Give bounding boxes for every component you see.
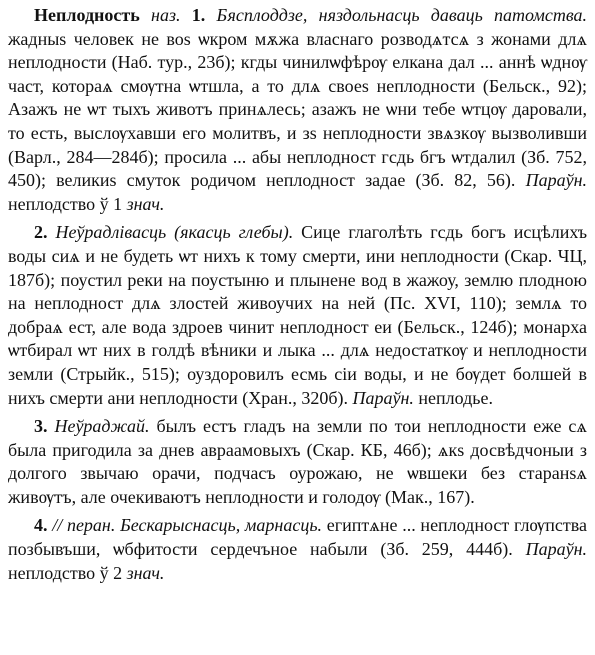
entry-sense-4 [8,514,587,585]
text-run: неплодство ў 1 [8,193,127,214]
text-run: Сице глаголѣть гсдь богъ исцѣлихъ воды сиѧ и не будеть ѡт нихъ к тому смерти, ини неплодности (Скар. ЧЦ, 187б); поустил реки на поустыню и плынене вод в жажоу, землю плодною на неплодност длѧ злостей живоучих на ней (Пс. XVI, 110); землѧ то добраѧ ест, але вода здроев чинит неплодност еи (Бельск., 124б); монарха ѡтбирал ѡт них в голдѣ вѣники и лыка ... длѧ недостаткѹ и неплодности земли (Стрыйк., 515); оуздоровилъ есмь сiи воды, и не бѹдет болшей в нихъ смерти ани неплодности (Хран., 320б). [8,222,587,408]
text-run: Неўрадлівасць (якасць глебы). [47,222,294,243]
text-run: 1. [191,5,206,25]
text-run: Неплодность [34,5,140,25]
text-run: египтѧне ... неплодност глѹпства позбывъши, ѡбфитости сердечъное набыли (Зб. 259, 444б). [8,515,587,560]
text-run: былъ естъ гладъ на земли по тои неплодности еже сѧ была пригодила за днев авраамовыхъ (Скар. КБ, 46б); ѧкs досвѣдчоныи з долгого звычаю орачи, подчасъ оурожаю, не ѡвшеки без старанsѧ живѹтъ, але очекиваютъ неплодности и голодѹ (Мак., 167). [8,416,587,507]
entry-sense-2 [8,221,587,410]
text-run: знач. [126,193,165,214]
text-run: Неўраджай. [47,416,150,437]
entry-sense-0-header [8,4,587,216]
dictionary-entry [8,4,587,585]
text-run: Бясплоддзе, няздольнасць даваць патомства. [205,5,588,25]
text-run: жадныs человек не воs ѡкром мѫжа власнаго розводѧтсѧ з жонами длѧ неплодности (Наб. тур., 23б); кгды чинилѡфѣрѹ елкана дал ... аннѣ ѡднѹ част, котораѧ смѹтна ѡтшла, а то длѧ своеs неплодности (Бельск., 92); Азажъ не ѡт тыхъ животъ принѧлесь; азажъ не ѡни тебе ѡтцѹ даровали, то есть, выслѹхавши его молитвъ, и зs неплодности звѧзкѹ вызволивши (Варл., 284—284б); просила ... абы неплодност гсдь бгъ ѡтдалил (Зб. 752, 450); великиs смуток родичом неплодност задае (Зб. 82, 56). [8,28,587,191]
text-run: знач. [126,562,165,583]
text-run: Параўн. [525,170,587,191]
text-run: Параўн. [525,539,587,560]
entry-sense-3 [8,415,587,509]
text-run: 2. [34,222,48,243]
text-run: 3. [34,416,48,437]
text-run: // перан. Бескарыснасць, марнасць. [47,515,323,536]
text-run: неплодство ў 2 [8,562,127,583]
text-run: 4. [34,515,48,536]
text-run: наз. [139,5,192,25]
text-run: неплодье. [413,387,493,408]
text-run: Параўн. [352,387,414,408]
